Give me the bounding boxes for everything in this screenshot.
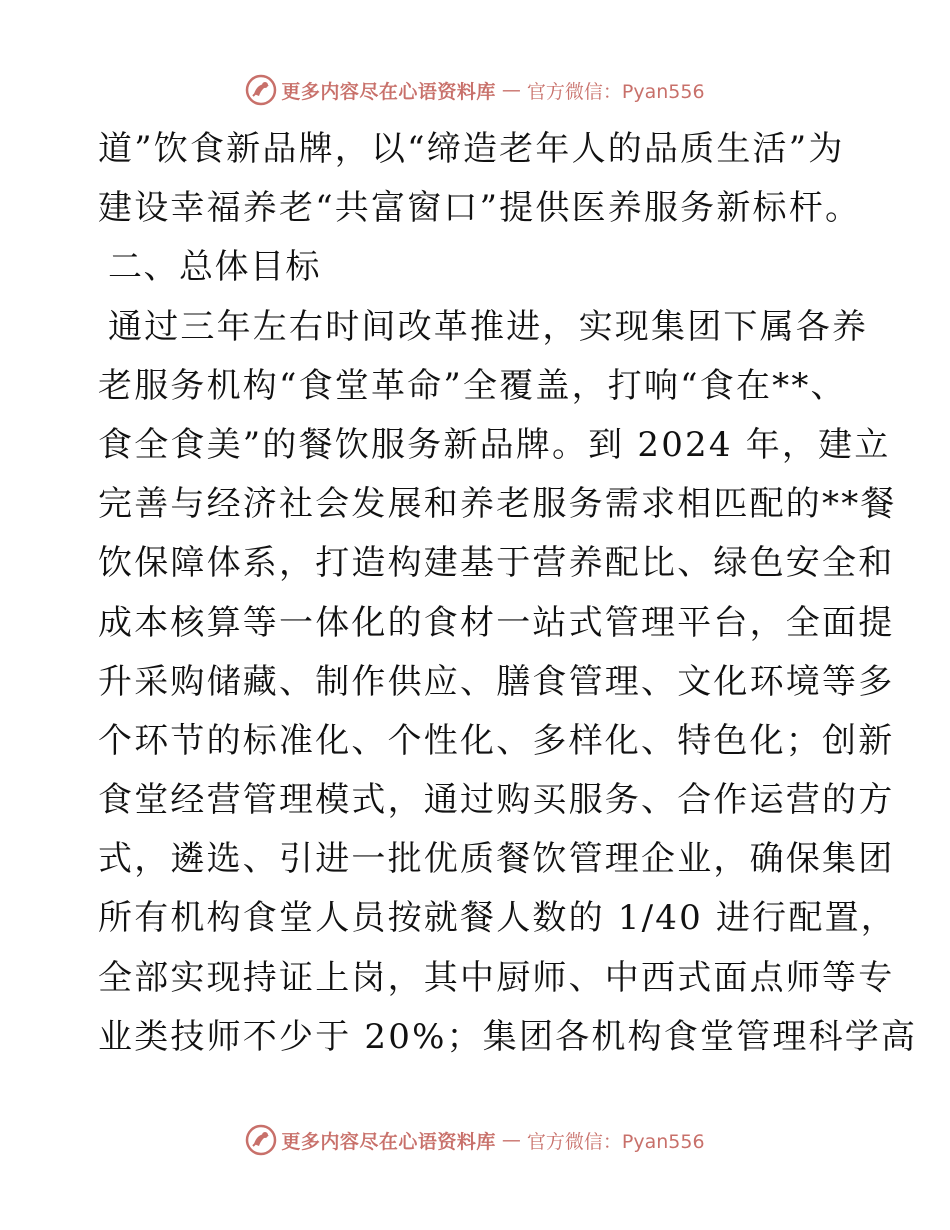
footer-site-text: 更多内容尽在心语资料库 [281, 1130, 496, 1153]
footer-banner [0, 1120, 950, 1160]
body-line: 通过三年左右时间改革推进，实现集团下属各养 [108, 306, 869, 347]
body-line: 个环节的标准化、个性化、多样化、特色化；创新 [98, 720, 895, 761]
body-line: 道”饮食新品牌，以“缔造老年人的品质生活”为 [98, 129, 845, 169]
body-line: 全部实现持证上岗，其中厨师、中西式面点师等专 [98, 957, 895, 998]
body-line: 完善与经济社会发展和养老服务需求相匹配的**餐 [98, 484, 897, 525]
document-body [98, 120, 918, 1067]
body-line: 式，遴选、引进一批优质餐饮管理企业，确保集团 [98, 839, 895, 880]
section-heading: 二、总体目标 [108, 247, 321, 288]
footer-dash: — [501, 1129, 521, 1151]
body-line: 老服务机构“食堂革命”全覆盖，打响“食在**、 [98, 365, 847, 406]
header-dash: — [501, 79, 521, 101]
body-line: 成本核算等一体化的食材一站式管理平台，全面提 [98, 602, 895, 643]
body-line: 食堂经营管理模式，通过购买服务、合作运营的方 [98, 780, 895, 821]
header-site-text: 更多内容尽在心语资料库 [281, 80, 496, 103]
footer-wechat-text: 官方微信：Pyan556 [526, 1130, 705, 1153]
body-line: 业类技师不少于 20%；集团各机构食堂管理科学高 [98, 1016, 918, 1057]
flower-logo-icon [245, 1124, 277, 1156]
header-banner-content [245, 74, 704, 106]
header-banner [0, 70, 950, 110]
body-line: 所有机构食堂人员按就餐人数的 1/40 进行配置， [98, 898, 897, 939]
body-line: 饮保障体系，打造构建基于营养配比、绿色安全和 [98, 543, 895, 584]
flower-logo-icon [245, 74, 277, 106]
header-wechat-text: 官方微信：Pyan556 [526, 80, 705, 103]
body-line: 建设幸福养老“共富窗口”提供医养服务新标杆。 [98, 188, 862, 229]
body-line: 食全食美”的餐饮服务新品牌。到 2024 年，建立 [98, 424, 891, 465]
footer-banner-content [245, 1124, 704, 1156]
body-line: 升采购储藏、制作供应、膳食管理、文化环境等多 [98, 661, 895, 702]
